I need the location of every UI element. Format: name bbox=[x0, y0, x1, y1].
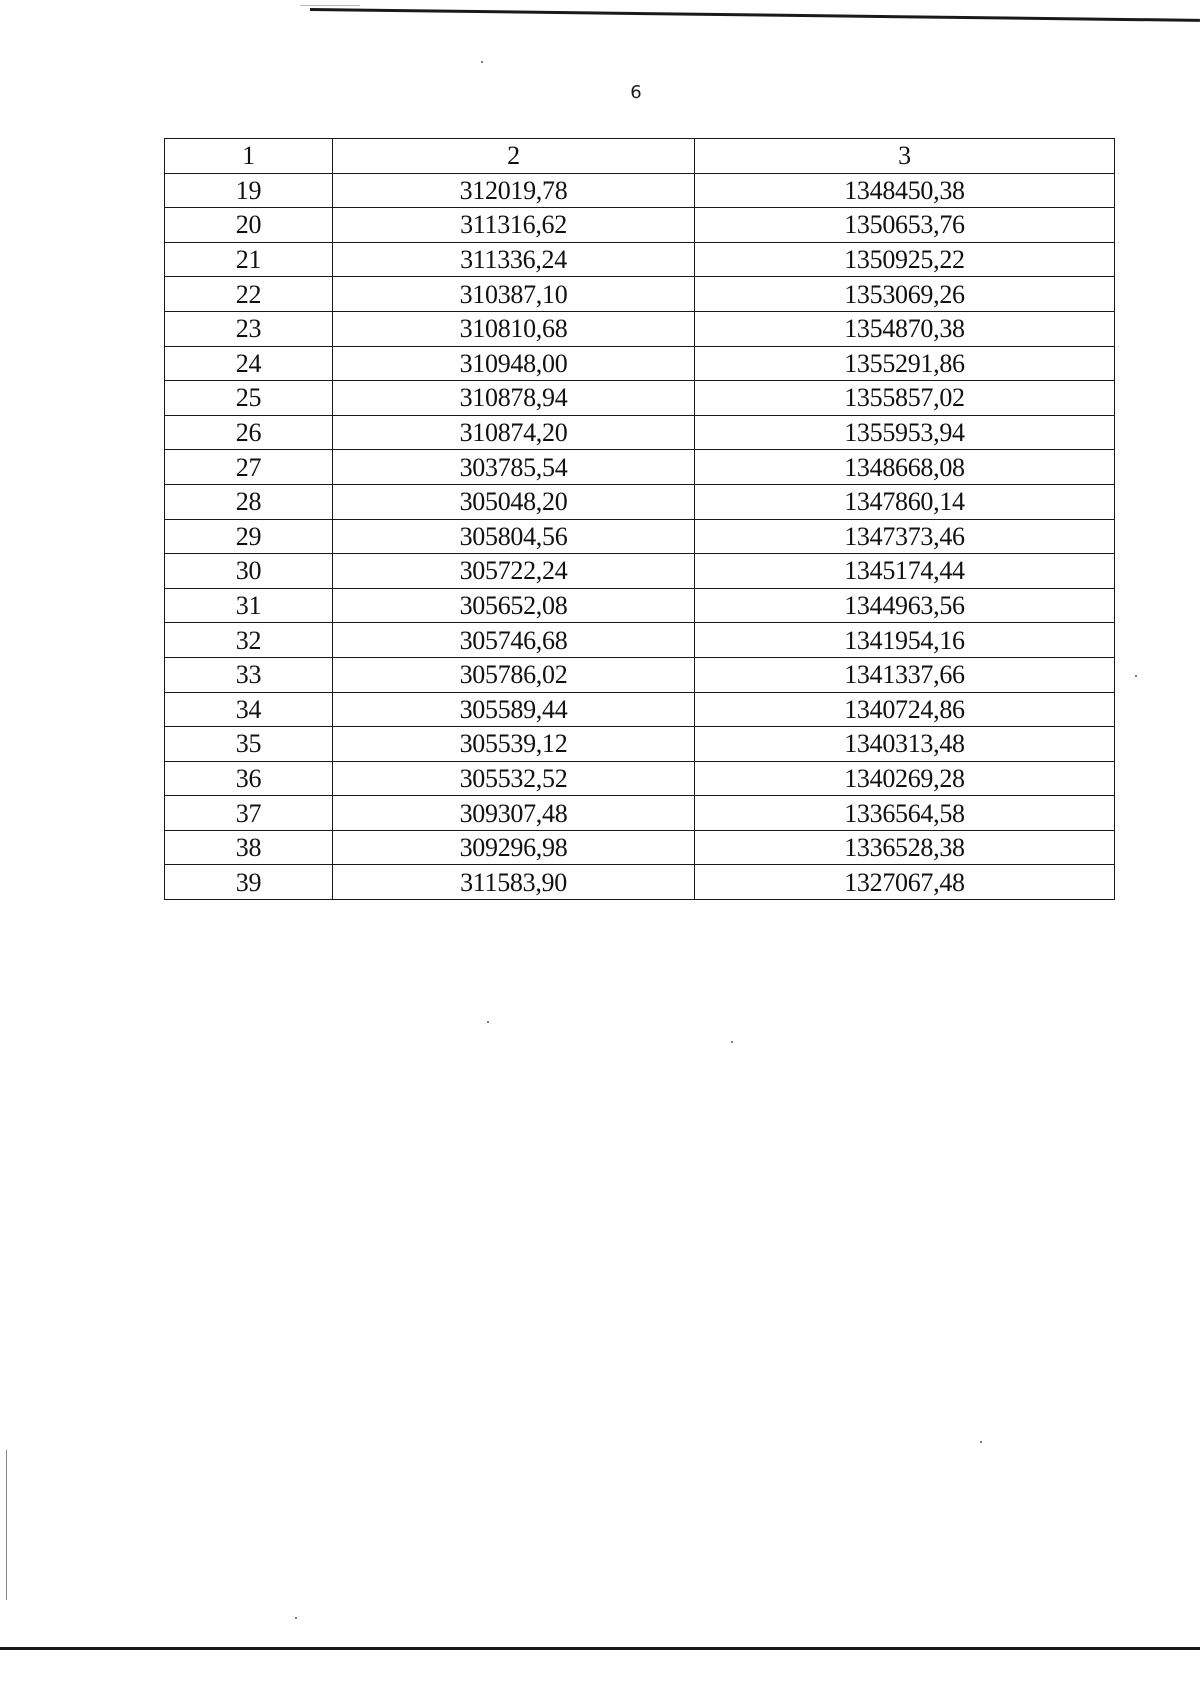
x-coordinate-cell: 312019,78 bbox=[333, 173, 695, 208]
table-row bbox=[165, 796, 1115, 831]
x-coordinate-cell: 305532,52 bbox=[333, 761, 695, 796]
table-row bbox=[165, 554, 1115, 589]
table-row bbox=[165, 415, 1115, 450]
point-number-cell: 38 bbox=[165, 830, 333, 865]
point-number-cell: 22 bbox=[165, 277, 333, 312]
table-row bbox=[165, 830, 1115, 865]
header-cell-3: 3 bbox=[695, 139, 1115, 174]
y-coordinate-cell: 1340313,48 bbox=[695, 727, 1115, 762]
table-row bbox=[165, 727, 1115, 762]
x-coordinate-cell: 305722,24 bbox=[333, 554, 695, 589]
point-number-cell: 37 bbox=[165, 796, 333, 831]
header-cell-2: 2 bbox=[333, 139, 695, 174]
scan-border-bottom bbox=[0, 1647, 1200, 1650]
scan-artifact-top-left bbox=[300, 5, 360, 6]
y-coordinate-cell: 1350925,22 bbox=[695, 242, 1115, 277]
y-coordinate-cell: 1336564,58 bbox=[695, 796, 1115, 831]
point-number-cell: 31 bbox=[165, 588, 333, 623]
x-coordinate-cell: 305746,68 bbox=[333, 623, 695, 658]
point-number-cell: 39 bbox=[165, 865, 333, 900]
table-row bbox=[165, 692, 1115, 727]
table-row bbox=[165, 208, 1115, 243]
y-coordinate-cell: 1355291,86 bbox=[695, 346, 1115, 381]
x-coordinate-cell: 309296,98 bbox=[333, 830, 695, 865]
point-number-cell: 23 bbox=[165, 311, 333, 346]
y-coordinate-cell: 1341337,66 bbox=[695, 657, 1115, 692]
x-coordinate-cell: 310878,94 bbox=[333, 381, 695, 416]
y-coordinate-cell: 1341954,16 bbox=[695, 623, 1115, 658]
point-number-cell: 29 bbox=[165, 519, 333, 554]
page-number: 6 bbox=[630, 82, 642, 103]
table-row bbox=[165, 450, 1115, 485]
point-number-cell: 20 bbox=[165, 208, 333, 243]
scan-border-top bbox=[310, 8, 1200, 38]
y-coordinate-cell: 1348450,38 bbox=[695, 173, 1115, 208]
point-number-cell: 32 bbox=[165, 623, 333, 658]
x-coordinate-cell: 303785,54 bbox=[333, 450, 695, 485]
scan-speck bbox=[295, 1617, 297, 1619]
x-coordinate-cell: 311583,90 bbox=[333, 865, 695, 900]
point-number-cell: 25 bbox=[165, 381, 333, 416]
x-coordinate-cell: 310810,68 bbox=[333, 311, 695, 346]
table-row bbox=[165, 623, 1115, 658]
point-number-cell: 33 bbox=[165, 657, 333, 692]
y-coordinate-cell: 1348668,08 bbox=[695, 450, 1115, 485]
table-row bbox=[165, 519, 1115, 554]
y-coordinate-cell: 1347860,14 bbox=[695, 484, 1115, 519]
x-coordinate-cell: 305539,12 bbox=[333, 727, 695, 762]
table-row bbox=[165, 484, 1115, 519]
scan-speck bbox=[481, 61, 483, 63]
coordinates-table bbox=[164, 138, 1115, 900]
x-coordinate-cell: 305048,20 bbox=[333, 484, 695, 519]
point-number-cell: 36 bbox=[165, 761, 333, 796]
point-number-cell: 35 bbox=[165, 727, 333, 762]
y-coordinate-cell: 1355857,02 bbox=[695, 381, 1115, 416]
x-coordinate-cell: 311316,62 bbox=[333, 208, 695, 243]
point-number-cell: 34 bbox=[165, 692, 333, 727]
y-coordinate-cell: 1327067,48 bbox=[695, 865, 1115, 900]
y-coordinate-cell: 1355953,94 bbox=[695, 415, 1115, 450]
point-number-cell: 27 bbox=[165, 450, 333, 485]
table-header-row bbox=[165, 139, 1115, 174]
point-number-cell: 30 bbox=[165, 554, 333, 589]
header-cell-1: 1 bbox=[165, 139, 333, 174]
table-row bbox=[165, 242, 1115, 277]
scan-border-left bbox=[6, 1450, 7, 1600]
x-coordinate-cell: 309307,48 bbox=[333, 796, 695, 831]
y-coordinate-cell: 1347373,46 bbox=[695, 519, 1115, 554]
y-coordinate-cell: 1340724,86 bbox=[695, 692, 1115, 727]
y-coordinate-cell: 1353069,26 bbox=[695, 277, 1115, 312]
y-coordinate-cell: 1336528,38 bbox=[695, 830, 1115, 865]
point-number-cell: 21 bbox=[165, 242, 333, 277]
table-row bbox=[165, 865, 1115, 900]
y-coordinate-cell: 1345174,44 bbox=[695, 554, 1115, 589]
x-coordinate-cell: 311336,24 bbox=[333, 242, 695, 277]
point-number-cell: 19 bbox=[165, 173, 333, 208]
x-coordinate-cell: 310874,20 bbox=[333, 415, 695, 450]
table-row bbox=[165, 173, 1115, 208]
x-coordinate-cell: 310948,00 bbox=[333, 346, 695, 381]
y-coordinate-cell: 1354870,38 bbox=[695, 311, 1115, 346]
point-number-cell: 24 bbox=[165, 346, 333, 381]
x-coordinate-cell: 305652,08 bbox=[333, 588, 695, 623]
scan-speck bbox=[487, 1021, 489, 1023]
y-coordinate-cell: 1350653,76 bbox=[695, 208, 1115, 243]
table-row bbox=[165, 588, 1115, 623]
table-row bbox=[165, 311, 1115, 346]
scan-speck bbox=[1135, 675, 1137, 677]
scan-speck bbox=[731, 1041, 733, 1043]
table-row bbox=[165, 346, 1115, 381]
y-coordinate-cell: 1340269,28 bbox=[695, 761, 1115, 796]
x-coordinate-cell: 310387,10 bbox=[333, 277, 695, 312]
table-row bbox=[165, 761, 1115, 796]
x-coordinate-cell: 305804,56 bbox=[333, 519, 695, 554]
x-coordinate-cell: 305786,02 bbox=[333, 657, 695, 692]
table-row bbox=[165, 277, 1115, 312]
table-row bbox=[165, 657, 1115, 692]
table-row bbox=[165, 381, 1115, 416]
point-number-cell: 26 bbox=[165, 415, 333, 450]
y-coordinate-cell: 1344963,56 bbox=[695, 588, 1115, 623]
point-number-cell: 28 bbox=[165, 484, 333, 519]
x-coordinate-cell: 305589,44 bbox=[333, 692, 695, 727]
scan-speck bbox=[980, 1441, 982, 1443]
